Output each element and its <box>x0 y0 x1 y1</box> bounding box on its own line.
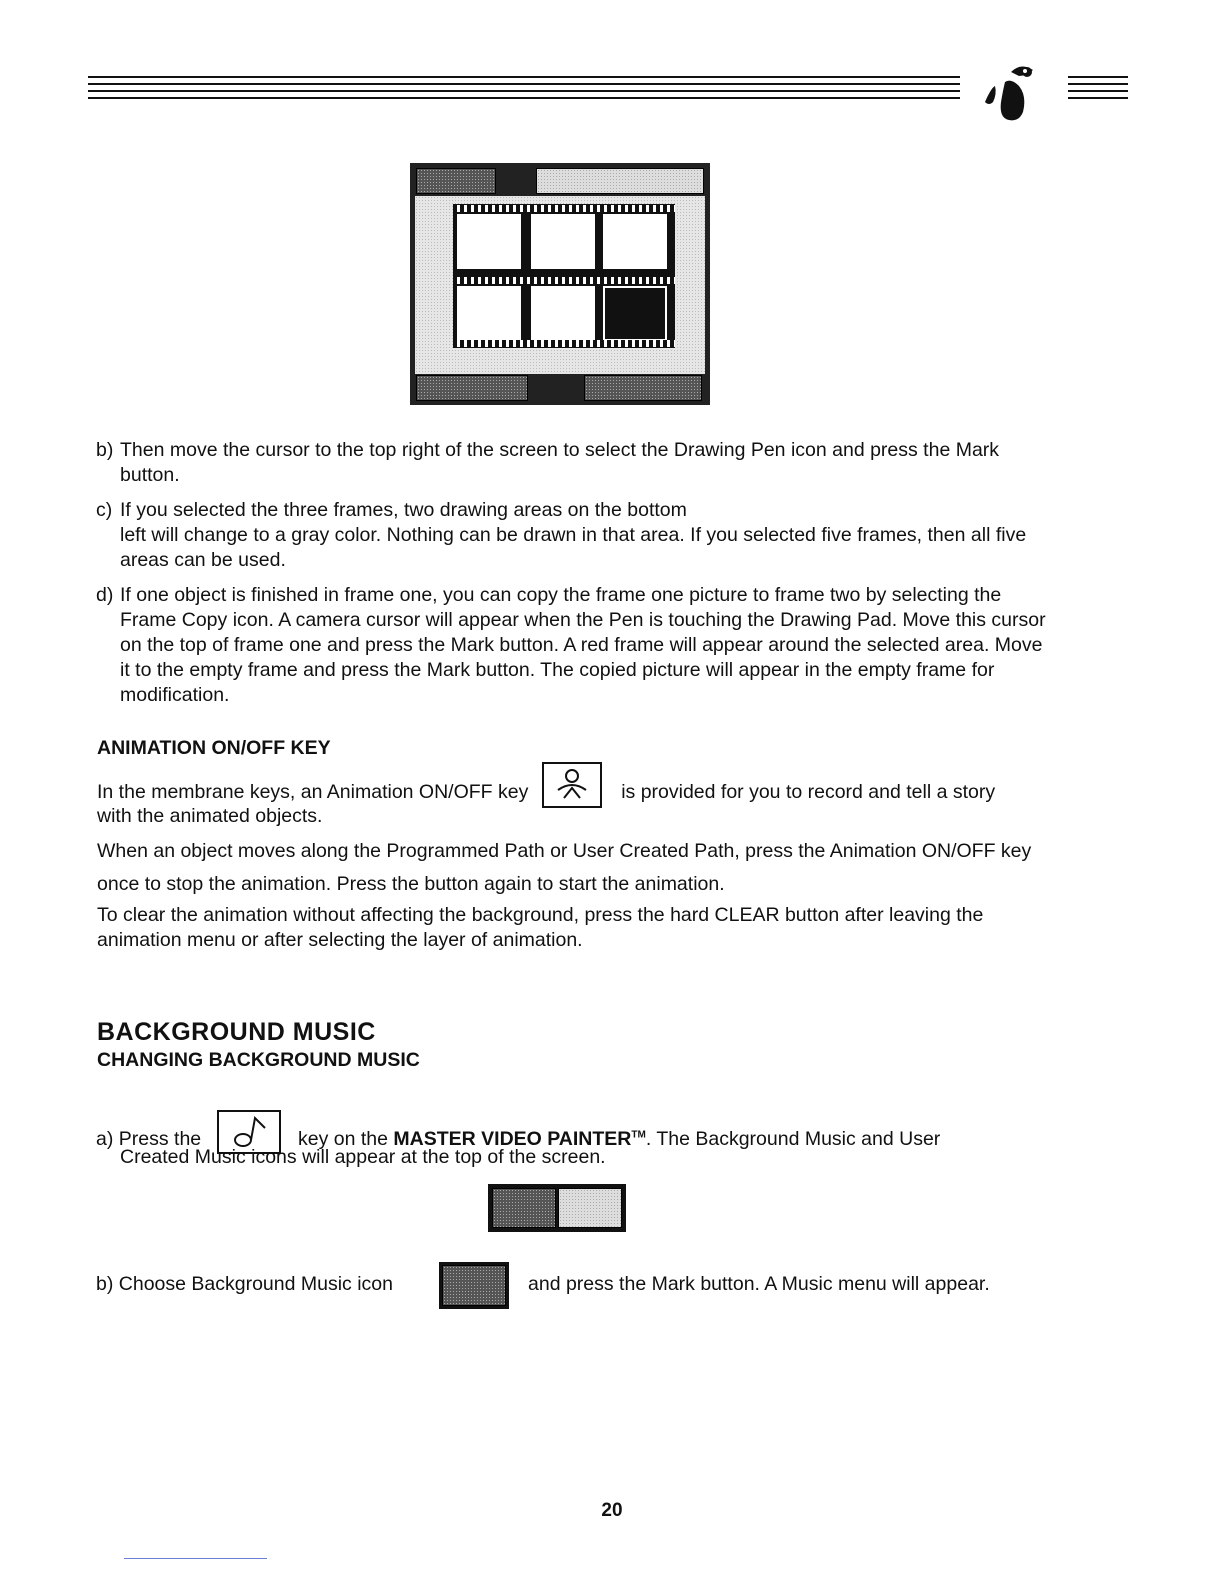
background-music-button-icon <box>439 1262 509 1309</box>
frame-editor-screenshot <box>410 163 710 405</box>
music-step-a: a) Press the key on the MASTER VIDEO PAINTER™. The Background Music and User <box>96 1118 1056 1162</box>
animation-paragraph-3: To clear the animation without affecting the background, press the hard CLEAR button after leaving the animation menu or after selecting the layer of animation. <box>97 904 984 951</box>
list-item: b) Then move the cursor to the top right of the screen to select the Drawing Pen icon and press the Mark button. <box>96 439 1000 486</box>
music-heading: BACKGROUND MUSIC <box>97 1018 376 1046</box>
page-number: 20 <box>601 1500 623 1521</box>
frame-count-toolbar <box>416 168 496 194</box>
list-item: d) If one object is finished in frame one, you can copy the frame one picture to frame two by selecting the Frame Copy icon. A camera cursor will appear when the Pen is touching the Drawing Pad. Move this cursor on the top of frame one and press the Mark button. A red frame will appear around the selected area. Move it to the empty frame and press the Mark button. The copied picture will appear in the empty frame for modification. <box>96 584 1046 706</box>
header-rules <box>88 76 960 106</box>
music-subheading: CHANGING BACKGROUND MUSIC <box>97 1049 420 1071</box>
music-step-a-line2: Created Music icons will appear at the top of the screen. <box>120 1146 606 1168</box>
drawing-tools-toolbar <box>536 168 704 194</box>
film-strip-bottom <box>453 276 675 348</box>
animation-key-icon <box>542 762 602 808</box>
footer-line <box>124 1558 267 1559</box>
frame-copy-toolbar <box>584 375 702 401</box>
animation-paragraph-1-line2: with the animated objects. <box>97 805 323 827</box>
film-strip-canvas <box>415 196 705 374</box>
music-icons-bar <box>488 1184 626 1232</box>
animation-paragraph-2: When an object moves along the Programmed Path or User Created Path, press the Animation ON/OFF key once to stop the animation. Press the button again to start the animation. <box>97 840 1032 895</box>
paint-drop-logo-icon <box>975 62 1055 122</box>
list-item: c) If you selected the three frames, two drawing areas on the bottom left will change to a gray color. Nothing can be drawn in that area. If you selected five frames, then all five areas can be used. <box>96 499 1027 571</box>
user-created-music-icon <box>558 1188 622 1228</box>
film-strip-top <box>453 204 675 276</box>
playback-controls-toolbar <box>416 375 528 401</box>
animation-heading: ANIMATION ON/OFF KEY <box>97 737 331 759</box>
music-step-b-after: and press the Mark button. A Music menu will appear. <box>528 1273 990 1295</box>
animation-paragraph-1: In the membrane keys, an Animation ON/OFF key is provided for you to record and tell a story <box>97 770 1057 816</box>
music-step-b: b) Choose Background Music icon <box>96 1273 393 1295</box>
background-music-icon <box>492 1188 556 1228</box>
header-rules-right <box>1068 76 1128 106</box>
